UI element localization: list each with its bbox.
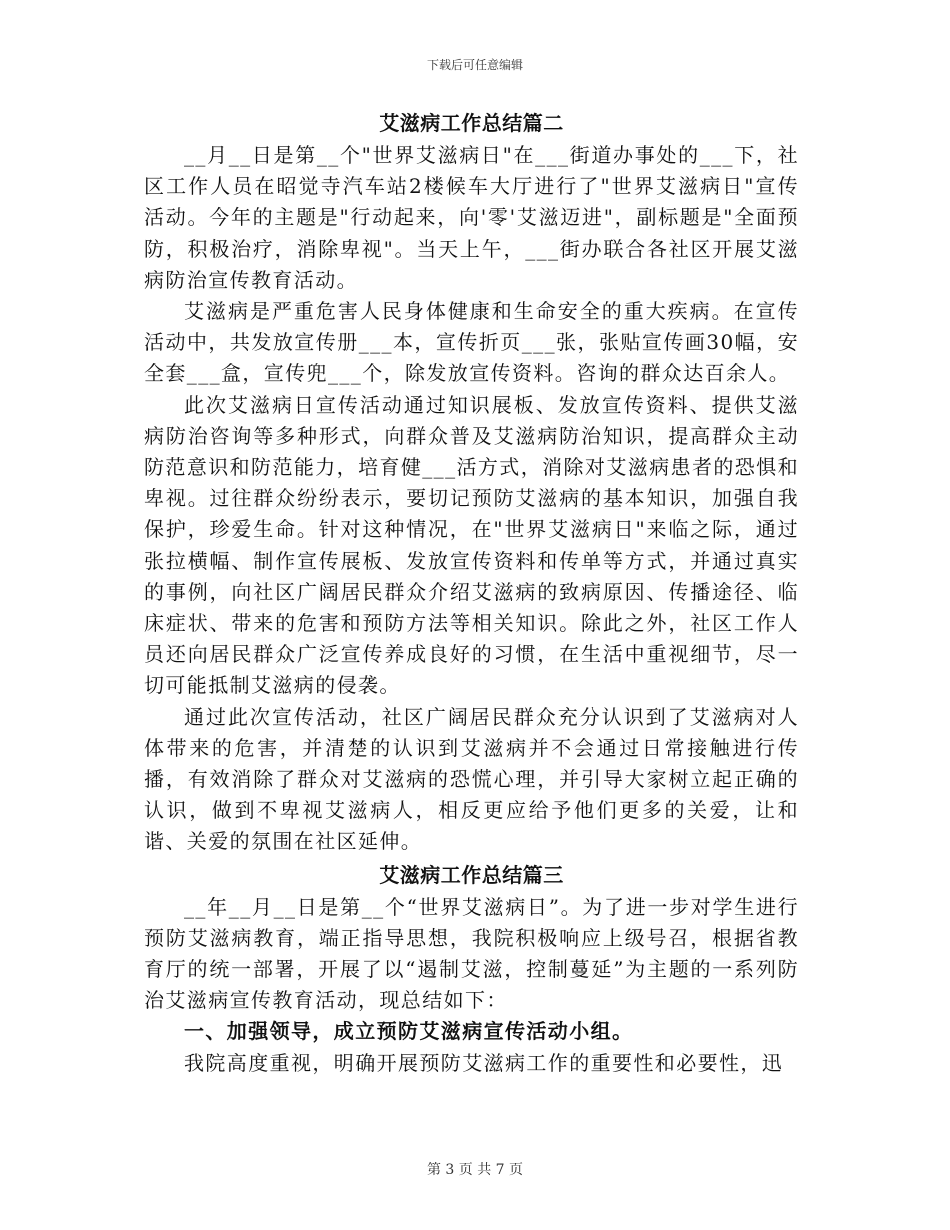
page-header: 下载后可任意编辑 [426,58,523,72]
section-title-3: 艾滋病工作总结篇三 [379,862,564,887]
paragraph: 我院高度重视，明确开展预防艾滋病工作的重要性和必要性，迅 [184,1050,784,1075]
sub-heading: 一、加强领导，成立预防艾滋病宣传活动小组。 [184,1019,634,1044]
paragraph: __年__月__日是第__个“世界艾滋病日”。为了进一步对学生进行预防艾滋病教育，端正指导思想，我院积极响应上级号召，根据省教育厅的统一部署，开展了以“遏制艾滋，控制蔓延”为主题的一系列防治艾滋病宣传教育活动，现总结如下： [144,894,799,1013]
paragraph: 此次艾滋病日宣传活动通过知识展板、发放宣传资料、提供艾滋病防治咨询等多种形式，向群众普及艾滋病防治知识，提高群众主动防范意识和防范能力，培育健___活方式，消除对艾滋病患者的恐惧和卑视。过往群众纷纷表示，要切记预防艾滋病的基本知识，加强自我保护，珍爱生命。针对这种情况，在"世界艾滋病日"来临之际，通过张拉横幅、制作宣传展板、发放宣传资料和传单等方式，并通过真实的事例，向社区广阔居民群众介绍艾滋病的致病原因、传播途径、临床症状、带来的危害和预防方法等相关知识。除此之外，社区工作人员还向居民群众广泛宣传养成良好的习惯，在生活中重视细节，尽一切可能抵制艾滋病的侵袭。 [144,392,799,698]
page-footer: 第 3 页 共 7 页 [426,1162,524,1178]
paragraph: __月__日是第__个"世界艾滋病日"在___街道办事处的___下，社区工作人员在昭觉寺汽车站2楼候车大厅进行了"世界艾滋病日"宣传活动。今年的主题是"行动起来，向'零'艾滋迈进"，副标题是"全面预防，积极治疗，消除卑视"。当天上午，___街办联合各社区开展艾滋病防治宣传教育活动。 [144,143,799,292]
paragraph: 艾滋病是严重危害人民身体健康和生命安全的重大疾病。在宣传活动中，共发放宣传册___本，宣传折页___张，张贴宣传画30幅，安全套___盒，宣传兜___个，除发放宣传资料。咨询的群众达百余人。 [144,299,799,386]
section-title-2: 艾滋病工作总结篇二 [379,111,564,135]
paragraph: 通过此次宣传活动，社区广阔居民群众充分认识到了艾滋病对人体带来的危害，并清楚的认识到艾滋病并不会通过日常接触进行传播，有效消除了群众对艾滋病的恐慌心理，并引导大家树立起正确的认识，做到不卑视艾滋病人，相反更应给予他们更多的关爱，让和谐、关爱的氛围在社区延伸。 [144,704,799,854]
document-body [144,106,799,1079]
